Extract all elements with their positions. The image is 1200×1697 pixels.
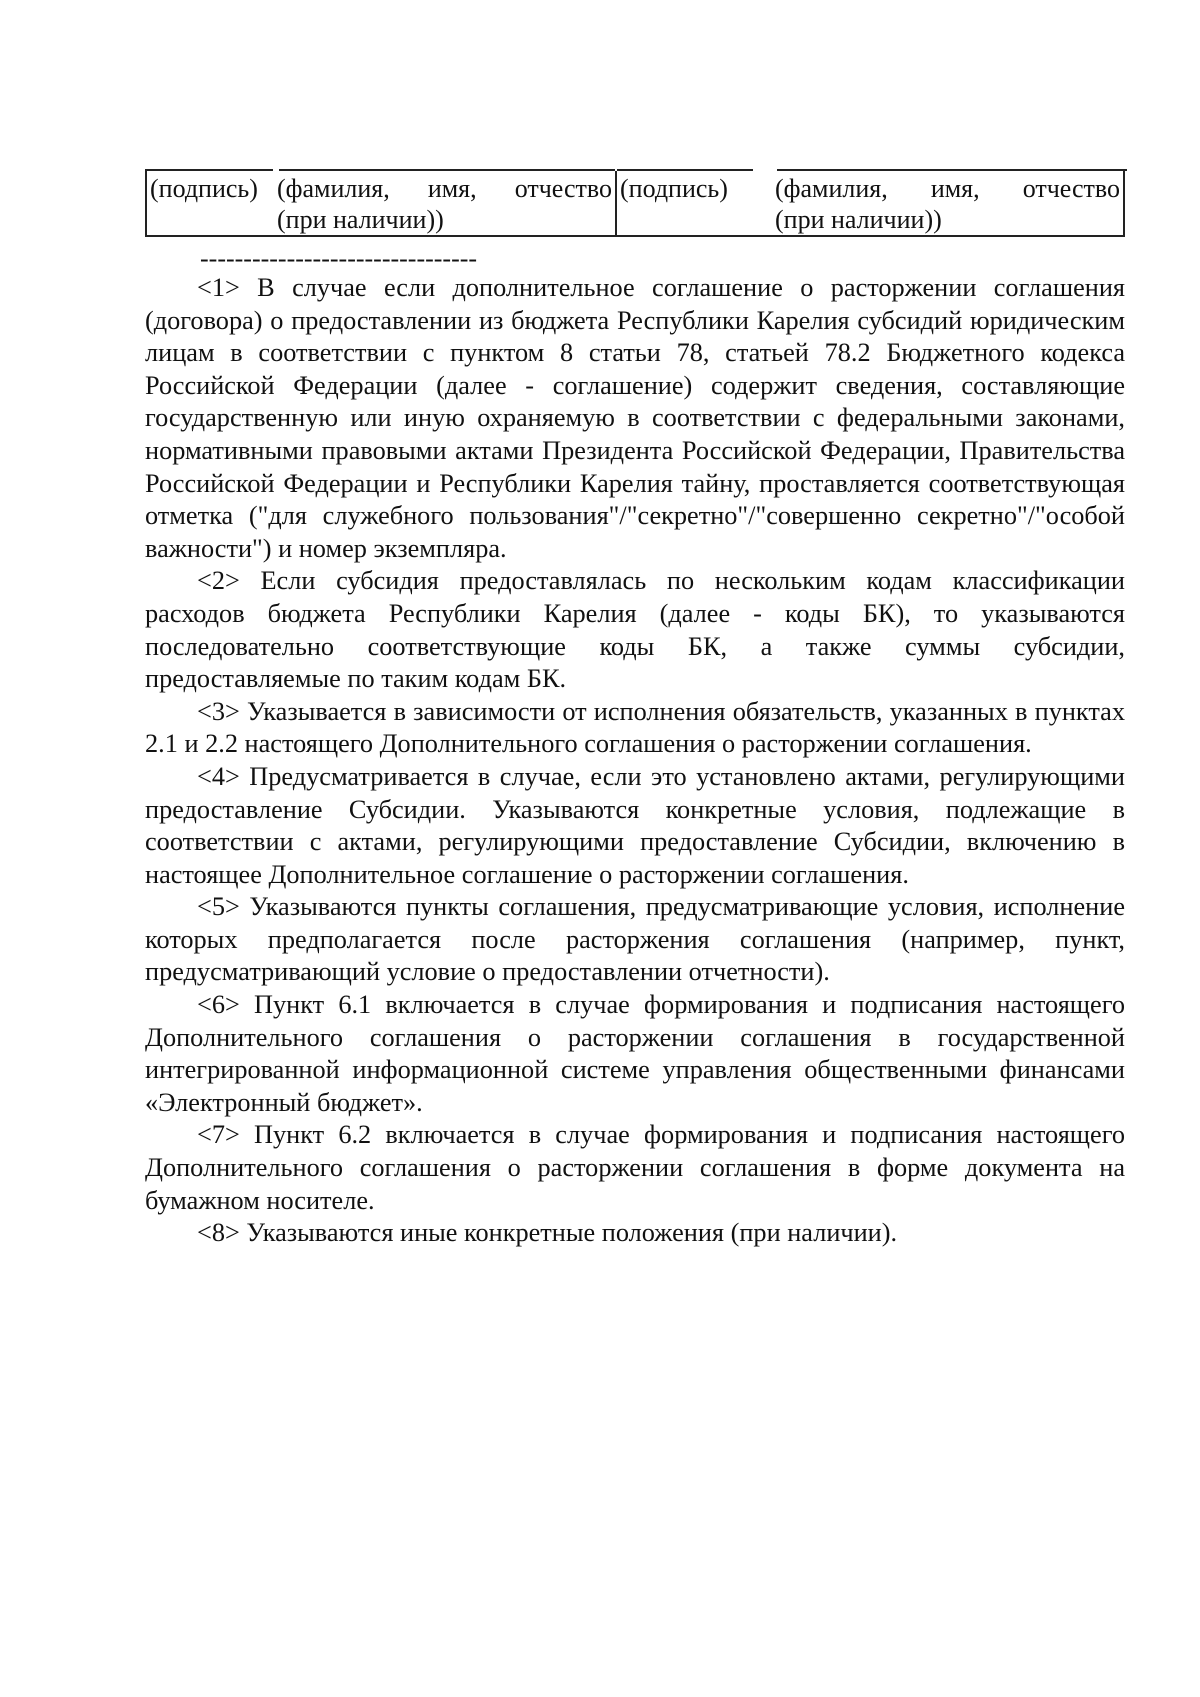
footnote-1: <1> В случае если дополнительное соглашение о расторжении соглашения (договора) о предоставлении из бюджета Республики Карелия субсидий юридическим лицам в соответствии с пунктом 8 статьи 78, статьей 78.2 Бюджетного кодекса Российской Федерации (далее - соглашение) содержит сведения, составляющие государственную или иную охраняемую в соответствии с федеральными законами, нормативными правовыми актами Президента Российской Федерации, Правительства Российской Федерации и Республики Карелия тайну, проставляется соответствующая отметка ("для служебного пользования"/"секретно"/"совершенно секретно"/"особой важности") и номер экземпляра. (145, 273, 1125, 563)
footnote-2: <2> Если субсидия предоставлялась по нескольким кодам классификации расходов бюджета Республики Карелия (далее - коды БК), то указываются последовательно соответствующие коды БК, а также суммы субсидии, предоставляемые по таким кодам БК. (145, 566, 1125, 694)
full-name-caption-line2: (при наличии)) (277, 205, 444, 234)
footnote-separator: -------------------------------- (200, 244, 478, 273)
full-name-line (279, 169, 615, 171)
signature-line (145, 169, 273, 171)
footnote-8: <8> Указываются иные конкретные положения (при наличии). (197, 1218, 898, 1248)
signature-caption: (подпись) (150, 174, 258, 203)
full-name-line (777, 169, 1127, 171)
signature-line (617, 169, 753, 171)
signature-caption: (подпись) (620, 174, 728, 203)
footnote-7: <7> Пункт 6.2 включается в случае формирования и подписания настоящего Дополнительного соглашения о расторжении соглашения в форме документа на бумажном носителе. (145, 1120, 1125, 1215)
caption-word: (фамилия, (277, 174, 390, 203)
full-name-cell-2 (763, 171, 1123, 235)
caption-word: отчество (1022, 174, 1120, 203)
caption-word: имя, (427, 174, 477, 203)
footnote-6: <6> Пункт 6.1 включается в случае формирования и подписания настоящего Дополнительного соглашения о расторжении соглашения в государственной интегрированной информационной системе управления общественными финансами «Электронный бюджет». (145, 990, 1125, 1117)
full-name-caption-line1 (775, 173, 1120, 204)
caption-word: имя, (930, 174, 980, 203)
footnote-5: <5> Указываются пункты соглашения, предусматривающие условия, исполнение которых предполагается после расторжения соглашения (например, пункт, предусматривающий условие о предоставлении отчетности). (145, 892, 1125, 987)
full-name-cell-1 (273, 171, 615, 235)
signature-cell-2 (615, 171, 763, 235)
footnote-4: <4> Предусматривается в случае, если это установлено актами, регулирующими предоставление Субсидии. Указываются конкретные условия, подлежащие в соответствии с актами, регулирующими предоставление Субсидии, включению в настоящее Дополнительное соглашение о расторжении соглашения. (145, 761, 1125, 889)
caption-word: (фамилия, (775, 174, 888, 203)
footnotes (145, 272, 1125, 1250)
full-name-caption-line2: (при наличии)) (775, 205, 942, 234)
full-name-caption-line1 (277, 173, 612, 204)
signature-table (145, 171, 1125, 237)
signature-cell-1 (147, 171, 273, 235)
footnote-3: <3> Указывается в зависимости от исполнения обязательств, указанных в пунктах 2.1 и 2.2 настоящего Дополнительного соглашения о расторжении соглашения. (145, 696, 1125, 759)
caption-word: отчество (514, 174, 612, 203)
